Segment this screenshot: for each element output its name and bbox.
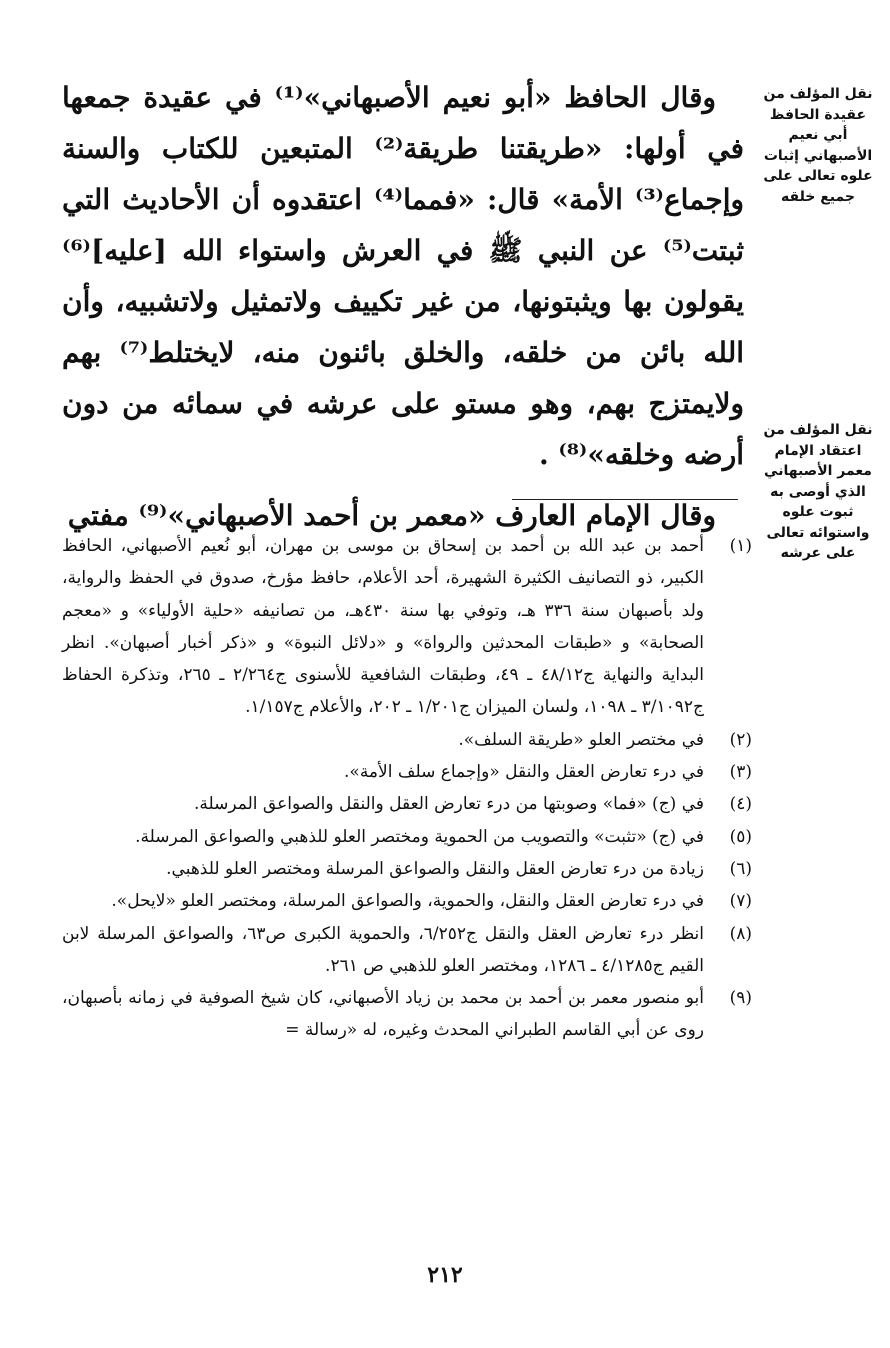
- footnote: [62, 982, 752, 1047]
- footnote-number: (٣): [729, 762, 752, 783]
- footnote: [62, 530, 752, 724]
- footnote-number: (٦): [729, 858, 752, 879]
- footnote-number: (٩): [729, 988, 752, 1009]
- footnote-text: في درء تعارض العقل والنقل «وإجماع سلف الأمة».: [344, 762, 704, 783]
- footnote-text: زيادة من درء تعارض العقل والنقل والصواعق المرسلة ومختصر العلو للذهبي.: [166, 858, 704, 879]
- margin-note: نقل المؤلف من عقيدة الحافظ أبي نعيم الأصبهاني إثبات علوه تعالى على جميع خلقه: [763, 86, 873, 205]
- footnote: [62, 756, 752, 788]
- footnote: [62, 821, 752, 853]
- footnote: [62, 788, 752, 820]
- footnote-number: (٧): [729, 891, 752, 912]
- footnotes: [62, 530, 752, 1047]
- main-paragraph: وقال الإمام العارف «معمر بن أحمد الأصبهاني»⁽⁹⁾ مفتي: [67, 499, 716, 532]
- footnote-text: أحمد بن عبد الله بن أحمد بن إسحاق بن موسى بن مهران، أبو نُعيم الأصبهاني، الحافظ الكبير، ذو التصانيف الكثيرة الشهيرة، أحد الأعلام، حافظ مؤرخ، صدوق في الحفظ والرواية، ولد بأصبهان سنة ٣٣٦ هـ، وتوفي بها سنة ٤٣٠هـ، من تصانيفه «حلية الأولياء» و «معجم الصحابة» و «طبقات المحدثين والرواة» و «دلائل النبوة» و «ذكر أخبار أصبهان». انظر البداية والنهاية ج٤٨/١٢ ـ ٤٩، وطبقات الشافعية للأسنوى ج٢/٢٦٤ ـ ٢٦٥، وتذكرة الحفاظ ج٣/١٠٩٢ ـ ١٠٩٨، ولسان الميزان ج١/٢٠١ ـ ٢٠٢، والأعلام ج١/١٥٧.: [62, 536, 705, 718]
- footnote-text: في (ج) «فما» وصوبتها من درء تعارض العقل والنقل والصواعق المرسلة.: [194, 794, 704, 815]
- footnote-text: في (ج) «تثبت» والتصويب من الحموية ومختصر العلو للذهبي والصواعق المرسلة.: [135, 826, 704, 847]
- footnote: [62, 885, 752, 917]
- footnote-text: أبو منصور معمر بن أحمد بن محمد بن زياد الأصبهاني، كان شيخ الصوفية في زمانه بأصبهان، روى عن أبي القاسم الطبراني المحدث وغيره، له «رسالة =: [62, 988, 704, 1041]
- footnote-number: (٢): [729, 729, 752, 750]
- footnote-number: (٤): [729, 794, 752, 815]
- footnote-number: (١): [729, 536, 752, 556]
- margin-note: نقل المؤلف من اعتقاد الإمام معمر الأصبهاني الذي أوصى به ثبوت علوه واستوائه تعالى على عرشه: [763, 422, 873, 561]
- footnote-number: (٨): [729, 923, 752, 944]
- footnote-divider: [512, 499, 738, 500]
- footnote: [62, 918, 752, 983]
- footnote: [62, 853, 752, 885]
- footnote: [62, 724, 752, 756]
- page-number: ٢١٢: [427, 1262, 463, 1288]
- main-text: [62, 72, 744, 541]
- footnote-text: في درء تعارض العقل والنقل، والحموية، والصواعق المرسلة، ومختصر العلو «لايحل».: [111, 891, 704, 912]
- main-paragraph: وقال الحافظ «أبو نعيم الأصبهاني»⁽¹⁾ في عقيدة جمعها في أولها: «طريقتنا طريقة⁽²⁾ المتبعين للكتاب والسنة وإجماع⁽³⁾ الأمة» قال: «فمما⁽⁴⁾ اعتقدوه أن الأحاديث التي ثبتت⁽⁵⁾ عن النبي ﷺ في العرش واستواء الله [عليه]⁽⁶⁾ يقولون بها ويثبتونها، من غير تكييف ولاتمثيل ولاتشبيه، وأن الله بائن من خلقه، والخلق بائنون منه، لايختلط⁽⁷⁾ بهم ولايمتزج بهم، وهو مستو على عرشه في سمائه من دون أرضه وخلقه»⁽⁸⁾ .: [62, 81, 745, 471]
- footnote-number: (٥): [729, 826, 752, 847]
- footnote-text: انظر درء تعارض العقل والنقل ج٦/٢٥٢، والحموية الكبرى ص٦٣، والصواعق المرسلة لابن القيم ج٤/١٢٨٥ ـ ١٢٨٦، ومختصر العلو للذهبي ص ٢٦١.: [62, 923, 704, 976]
- footnote-text: في مختصر العلو «طريقة السلف».: [458, 729, 704, 750]
